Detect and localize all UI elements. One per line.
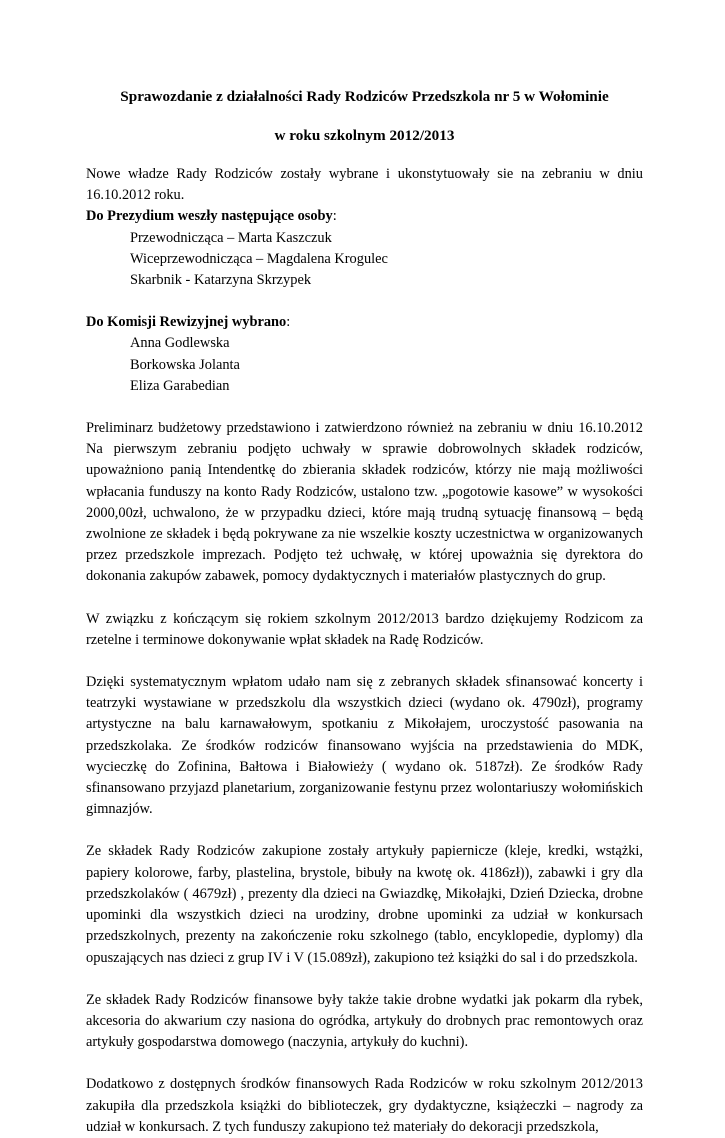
presidium-colon: :: [332, 208, 337, 225]
intro-paragraph: Nowe władze Rady Rodziców zostały wybrane i ukonstytuowały sie na zebraniu w dniu 16.10.2012 roku.: [86, 166, 643, 204]
list-item: Przewodnicząca – Marta Kaszczuk: [130, 229, 332, 246]
presidium-section: [86, 206, 643, 291]
audit-heading: [86, 312, 643, 333]
small-expenses-paragraph: Ze składek Rady Rodziców finansowe były także takie drobne wydatki jak pokarm dla rybek, akcesoria do akwarium czy nasiona do ogródka, artykuły do drobnych prac remontowych oraz artykuły gospodarstwa domowego (naczynia, artykuły do kuchni).: [86, 991, 643, 1051]
list-item: Skarbnik - Katarzyna Skrzypek: [130, 272, 312, 289]
additional-purchases-paragraph: Dodatkowo z dostępnych środków finansowych Rada Rodziców w roku szkolnym 2012/2013 zakupiła dla przedszkola książki do biblioteczek, gry dydaktyczne, książeczki – nagrody za udział w konkursach. Z tych funduszy zakupiono też materiały do dekoracji przedszkola,: [86, 1076, 643, 1135]
list-item: Anna Godlewska: [130, 335, 230, 352]
audit-colon: :: [286, 314, 291, 331]
purchases-paragraph: Ze składek Rady Rodziców zakupione zostały artykuły papiernicze (kleje, kredki, wstążki, papiery kolorowe, farby, plastelina, brystole, bibuły na kwotę ok. 4186zł)), zabawki i gry dla przedszkolaków ( 4679zł) , prezenty dla dzieci na Gwiazdkę, Mikołajki, Dzień Dziecka, drobne upominki dla wszystkich dzieci na urodziny, drobne upominki za udział w konkursach przedszkolnych, prezenty na zakończenie roku szkolnego (tablo, encyklopedie, dyplomy) dla opuszających nas dzieci z grup IV i V (15.089zł), zakupiono też książki do sal i do przedszkola.: [86, 843, 643, 966]
audit-label: Do Komisji Rewizyjnej wybrano: [86, 314, 287, 331]
document-subtitle: w roku szkolnym 2012/2013: [274, 127, 455, 144]
audit-section: [86, 312, 643, 397]
document-title: Sprawozdanie z działalności Rady Rodziców Przedszkola nr 5 w Wołominie: [120, 88, 609, 105]
thanks-paragraph: W związku z kończącym się rokiem szkolnym 2012/2013 bardzo dziękujemy Rodzicom za rzetelne i terminowe dokonywanie wpłat składek na Radę Rodziców.: [86, 610, 643, 648]
list-item: Wiceprzewodnicząca – Magdalena Krogulec: [130, 250, 388, 267]
presidium-heading: [86, 206, 643, 227]
presidium-list: [86, 228, 643, 292]
audit-list: [86, 333, 643, 397]
presidium-label: Do Prezydium weszły następujące osoby: [86, 208, 333, 225]
budget-paragraph: Preliminarz budżetowy przedstawiono i zatwierdzono również na zebraniu w dniu 16.10.2012 Na pierwszym zebraniu podjęto uchwały w sprawie dobrowolnych składek rodziców, upoważniono panią Intendentkę do zbierania składek rodziców, którzy nie mają możliwości wpłacania funduszy na konto Rady Rodziców, ustalono tzw. „pogotowie kasowe” w wysokości 2000,00zł, uchwalono, że w przypadku dzieci, które mają trudną sytuację finansową – będą zwolnione ze składek i będą pokrywane za nie wszelkie koszty uczestnictwa w organizowanych przez przedszkole imprezach. Podjęto też uchwałę, w której upoważnia się dyrektora do dokonania zakupów zabawek, pomocy dydaktycznych i materiałów plastycznych do grup.: [86, 420, 643, 585]
list-item: Eliza Garabedian: [130, 377, 230, 394]
document-page: [86, 86, 643, 1138]
funding-paragraph: Dzięki systematycznym wpłatom udało nam się z zebranych składek sfinansować koncerty i teatrzyki wystawiane w przedszkolu dla wszystkich dzieci (wydano ok. 4790zł), programy artystyczne na balu karnawałowym, spotkaniu z Mikołajem, uroczystość pasowania na przedszkolaka. Ze środków rodziców finansowano wyjścia na przedstawienia do MDK, wycieczkę do Zofinina, Bałtowa i Białowieży ( wydano ok. 5187zł). Ze środków Rady sfinansowano przyjazd planetarium, zorganizowanie festynu przez wolontariuszy wołomińskich gimnazjów.: [86, 674, 643, 818]
list-item: Borkowska Jolanta: [130, 356, 240, 373]
